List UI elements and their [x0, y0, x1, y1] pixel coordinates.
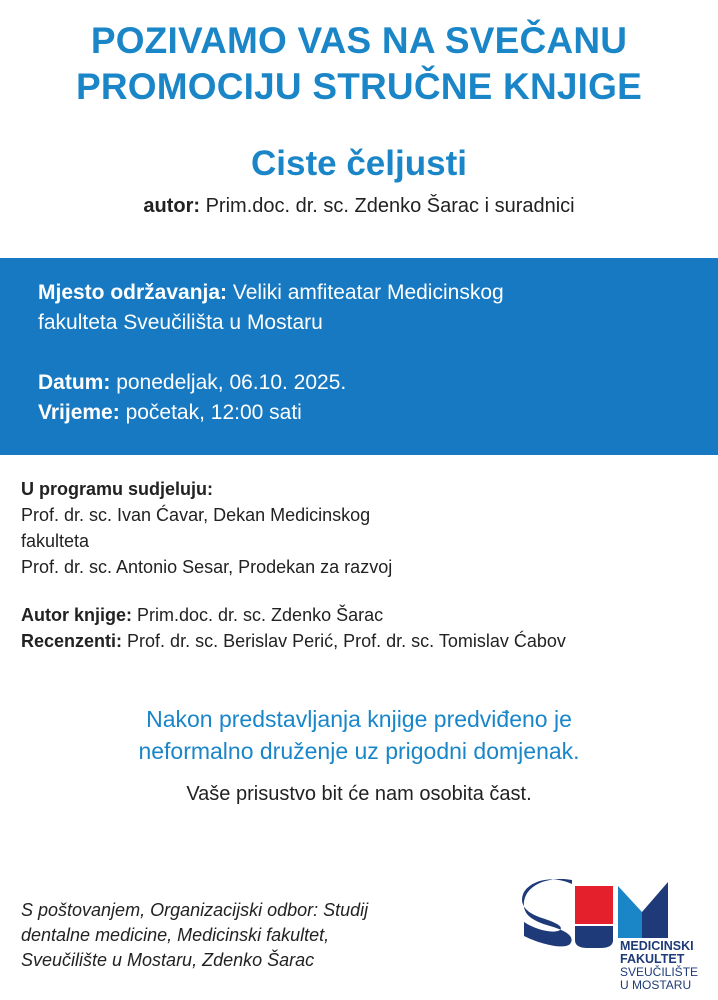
reviewers-value: Prof. dr. sc. Berislav Perić, Prof. dr. sc. Tomislav Ćabov	[127, 631, 566, 651]
logo-red-square	[575, 886, 613, 924]
book-title: Ciste čeljusti	[251, 144, 467, 183]
event-info-band	[0, 258, 718, 455]
time-row	[38, 398, 718, 428]
closing-line-3: Sveučilište u Mostaru, Zdenko Šarac	[21, 950, 315, 970]
place-value-line-1: Veliki amfiteatar Medicinskog	[232, 281, 504, 304]
faculty-logo	[520, 878, 700, 1000]
place-row	[38, 278, 718, 308]
date-row	[38, 368, 718, 398]
sum-logo-icon	[520, 878, 700, 948]
headline-line-1: POZIVAMO VAS NA SVEČANU	[90, 20, 628, 61]
notice-line-2: neformalno druženje uz prigodni domjenak.	[138, 738, 580, 764]
reviewers-row	[21, 628, 701, 654]
author-value: Prim.doc. dr. sc. Zdenko Šarac i suradnici	[205, 195, 575, 217]
logo-name-line-1: MEDICINSKI	[620, 939, 694, 953]
time-value: početak, 12:00 sati	[125, 401, 302, 424]
invitation-headline	[0, 18, 718, 110]
honor-line: Vaše prisustvo bit će nam osobita čast.	[186, 783, 532, 805]
logo-name-line-2: FAKULTET	[620, 952, 685, 966]
book-author-line	[0, 193, 718, 219]
book-author-row	[21, 602, 701, 628]
reception-notice	[0, 703, 718, 767]
logo-name-line-3: SVEUČILIŠTE	[620, 965, 699, 979]
program-section	[21, 476, 701, 654]
logo-text	[620, 940, 718, 992]
closing-line-1: S poštovanjem, Organizacijski odbor: Studij	[21, 900, 369, 920]
date-value: ponedeljak, 06.10. 2025.	[116, 371, 347, 394]
place-value-line-2: fakulteta Sveučilišta u Mostaru	[38, 311, 323, 334]
participant-line: Prof. dr. sc. Ivan Ćavar, Dekan Medicinskog	[21, 505, 371, 525]
reviewers-label: Recenzenti:	[21, 631, 123, 651]
closing-signature	[21, 898, 461, 973]
headline-line-2: PROMOCIJU STRUČNE KNJIGE	[75, 66, 643, 107]
logo-name-line-4: U MOSTARU	[620, 978, 692, 992]
logo-s-shape	[522, 879, 572, 946]
author-label: autor:	[143, 195, 201, 217]
logo-m-left	[618, 886, 642, 938]
date-label: Datum:	[38, 371, 111, 394]
book-author-label: Autor knjige:	[21, 605, 132, 625]
closing-line-2: dentalne medicine, Medicinski fakultet,	[21, 925, 330, 945]
participant-line: Prof. dr. sc. Antonio Sesar, Prodekan za razvoj	[21, 557, 393, 577]
time-label: Vrijeme:	[38, 401, 120, 424]
logo-u-shape	[575, 926, 613, 948]
book-author-value: Prim.doc. dr. sc. Zdenko Šarac	[137, 605, 384, 625]
place-label: Mjesto održavanja:	[38, 281, 228, 304]
program-heading: U programu sudjeluju:	[21, 479, 214, 499]
participant-line: fakulteta	[21, 531, 90, 551]
logo-m-right	[642, 882, 668, 938]
notice-line-1: Nakon predstavljanja knjige predviđeno je	[146, 706, 572, 732]
